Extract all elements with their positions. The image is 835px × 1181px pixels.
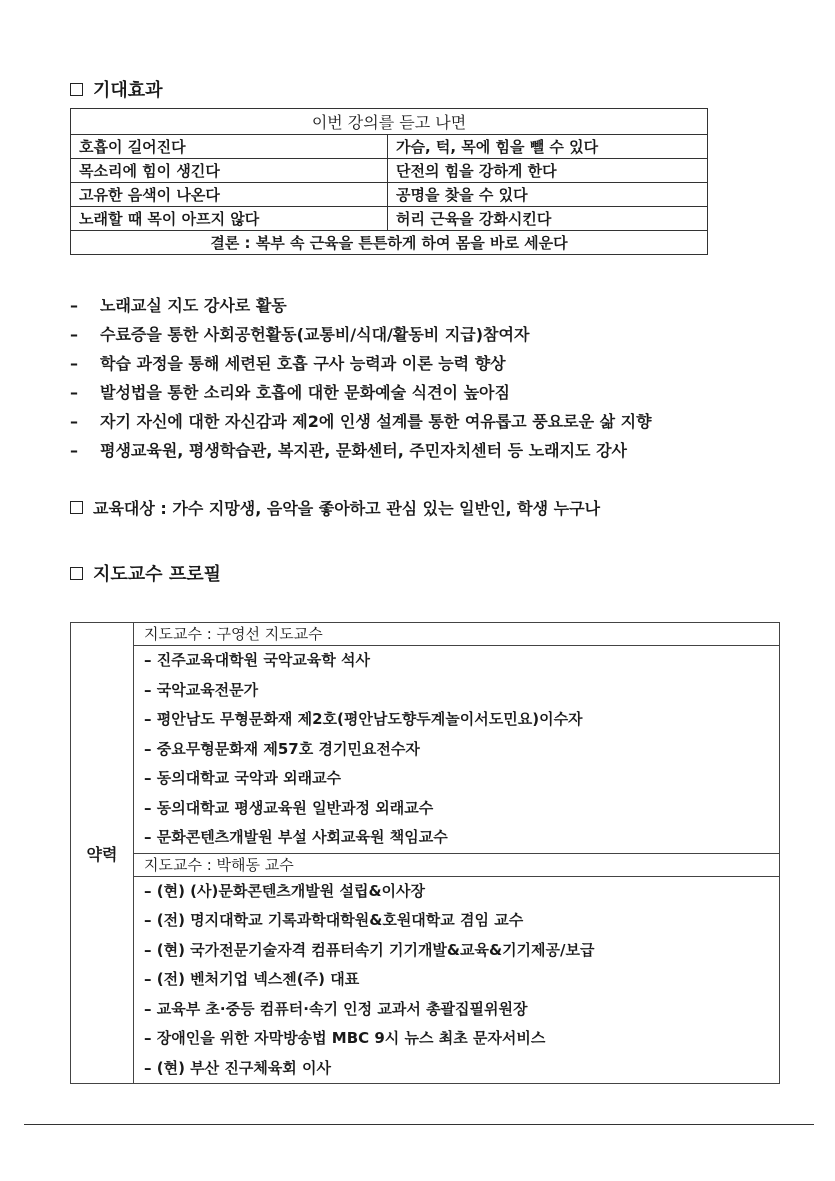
outcomes-list xyxy=(70,291,652,465)
bottom-divider xyxy=(24,1124,814,1125)
dash-icon: – xyxy=(70,354,78,373)
list-item: – (현) 국가전문기술자격 컴퓨터속기 기기개발&교육&기기제공/보급 xyxy=(144,940,595,959)
list-item: – 중요무형문화재 제57호 경기민요전수자 xyxy=(144,739,420,758)
effects-table-header: 이번 강의를 듣고 나면 xyxy=(71,109,708,135)
list-item xyxy=(70,291,652,320)
list-item xyxy=(70,320,652,349)
section-expected-effects-title xyxy=(70,76,163,102)
effect-cell: 단전의 힘을 강하게 한다 xyxy=(388,159,708,183)
list-item-text: 발성법을 통한 소리와 호흡에 대한 문화예술 식견이 높아짐 xyxy=(100,383,510,402)
list-item xyxy=(70,407,652,436)
effects-conclusion: 결론 : 복부 속 근육을 튼튼하게 하여 몸을 바로 세운다 xyxy=(71,231,708,255)
effect-cell: 고유한 음색이 나온다 xyxy=(71,183,388,207)
section-title-text: 지도교수 프로필 xyxy=(93,564,221,585)
list-item xyxy=(70,378,652,407)
list-item: – (현) 부산 진구체육회 이사 xyxy=(144,1058,332,1077)
list-item-text: 자기 자신에 대한 자신감과 제2에 인생 설계를 통한 여유롭고 풍요로운 삶 지향 xyxy=(100,412,652,431)
list-item-text: 평생교육원, 평생학습관, 복지관, 문화센터, 주민자치센터 등 노래지도 강사 xyxy=(100,441,627,460)
list-item: – 평안남도 무형문화재 제2호(평안남도향두계놀이서도민요)이수자 xyxy=(144,710,583,728)
education-target xyxy=(70,496,600,519)
table-row xyxy=(71,135,708,159)
checkbox-icon xyxy=(70,501,83,514)
checkbox-icon xyxy=(70,83,83,96)
list-item xyxy=(70,436,652,465)
education-target-text: 교육대상 : 가수 지망생, 음악을 좋아하고 관심 있는 일반인, 학생 누구나 xyxy=(93,499,601,518)
list-item xyxy=(70,349,652,378)
dash-icon: – xyxy=(70,325,78,344)
profile-side-label: 약력 xyxy=(71,623,134,1084)
table-row xyxy=(71,183,708,207)
section-title-text: 기대효과 xyxy=(93,80,163,101)
list-item: – 국악교육전문가 xyxy=(144,680,259,699)
dash-icon: – xyxy=(70,412,78,431)
dash-icon: – xyxy=(70,383,78,402)
list-item: – 교육부 초·중등 컴퓨터·속기 인정 교과서 총괄집필위원장 xyxy=(144,999,528,1018)
list-item: – (현) (사)문화콘텐츠개발원 설립&이사장 xyxy=(144,881,426,900)
instructor-header: 지도교수 : 박해동 교수 xyxy=(144,855,294,874)
list-item: – 진주교육대학원 국악교육학 석사 xyxy=(144,651,371,669)
list-item-text: 노래교실 지도 강사로 활동 xyxy=(100,296,287,315)
effect-cell: 호흡이 길어진다 xyxy=(71,135,388,159)
table-row xyxy=(71,159,708,183)
list-item: – 장애인을 위한 자막방송법 MBC 9시 뉴스 최초 문자서비스 xyxy=(144,1029,546,1047)
instructor-profile-table xyxy=(70,622,780,1084)
list-item: – 동의대학교 평생교육원 일반과정 외래교수 xyxy=(144,798,434,817)
effect-cell: 목소리에 힘이 생긴다 xyxy=(71,159,388,183)
list-item: – 동의대학교 국악과 외래교수 xyxy=(144,769,342,787)
instructor-header: 지도교수 : 구영선 지도교수 xyxy=(144,625,323,643)
dash-icon: – xyxy=(70,441,78,460)
list-item-text: 수료증을 통한 사회공헌활동(교통비/식대/활동비 지급)참여자 xyxy=(100,325,530,344)
list-item: – 문화콘텐츠개발원 부설 사회교육원 책임교수 xyxy=(144,828,448,846)
effect-cell: 공명을 찾을 수 있다 xyxy=(388,183,708,207)
section-profile-title xyxy=(70,560,221,586)
effect-cell: 노래할 때 목이 아프지 않다 xyxy=(71,207,388,231)
effect-cell: 가슴, 턱, 목에 힘을 뺄 수 있다 xyxy=(388,135,708,159)
instructor-career-list xyxy=(134,646,779,853)
effect-cell: 허리 근육을 강화시킨다 xyxy=(388,207,708,231)
dash-icon: – xyxy=(70,296,78,315)
list-item: – (전) 명지대학교 기록과학대학원&호원대학교 겸임 교수 xyxy=(144,911,524,929)
checkbox-icon xyxy=(70,567,83,580)
instructor-career-list xyxy=(134,877,779,1084)
list-item-text: 학습 과정을 통해 세련된 호흡 구사 능력과 이론 능력 향상 xyxy=(100,354,506,373)
expected-effects-table xyxy=(70,108,708,255)
table-row xyxy=(71,207,708,231)
list-item: – (전) 벤처기업 넥스젠(주) 대표 xyxy=(144,970,360,988)
